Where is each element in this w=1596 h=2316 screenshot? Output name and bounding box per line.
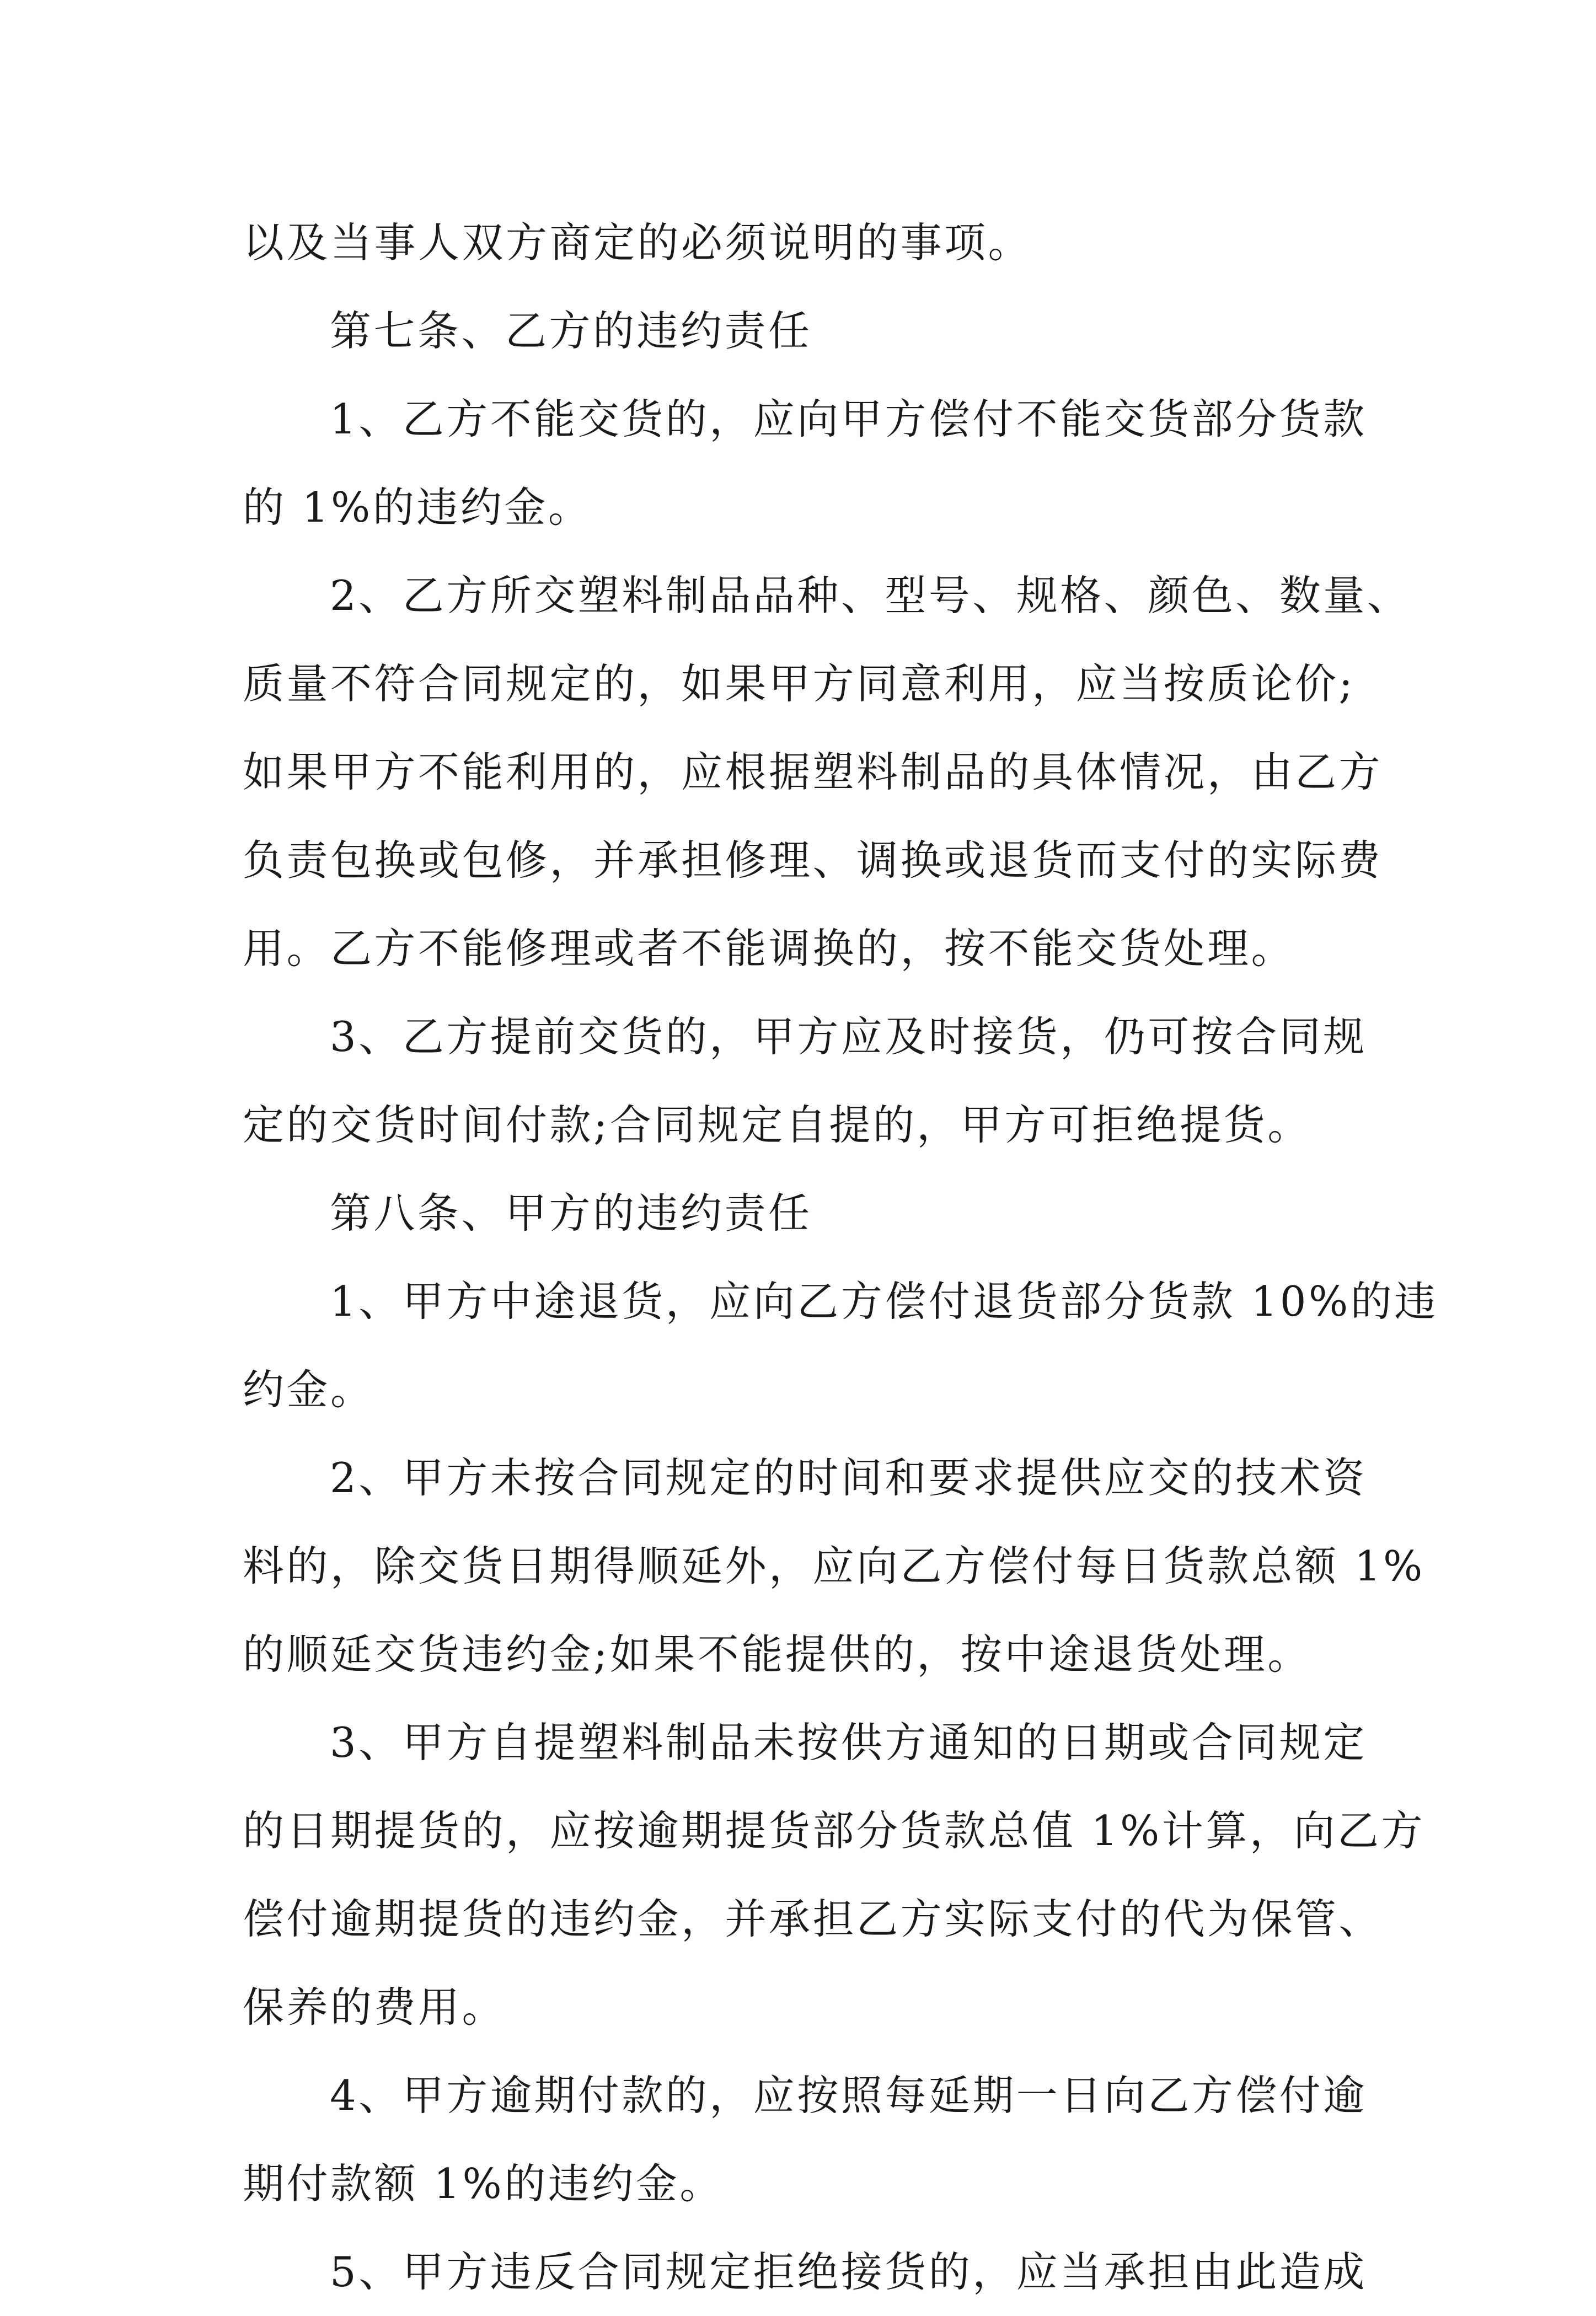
- text-line: 约金。: [243, 1365, 374, 1414]
- text-line: 用。乙方不能修理或者不能调换的，按不能交货处理。: [243, 924, 1295, 973]
- text-line: 的日期提货的，应按逾期提货部分货款总值 1%计算，向乙方: [243, 1806, 1425, 1855]
- text-line: 定的交货时间付款;合同规定自提的，甲方可拒绝提货。: [243, 1101, 1311, 1149]
- text-line: 5、甲方违反合同规定拒绝接货的，应当承担由此造成: [330, 2248, 1367, 2296]
- text-line: 负责包换或包修，并承担修理、调换或退货而支付的实际费: [243, 836, 1383, 884]
- section-heading: 第八条、甲方的违约责任: [330, 1189, 812, 1237]
- text-line: 如果甲方不能利用的，应根据塑料制品的具体情况，由乙方: [243, 748, 1383, 796]
- text-line: 1、甲方中途退货，应向乙方偿付退货部分货款 10%的违: [330, 1277, 1438, 1326]
- text-line: 期付款额 1%的违约金。: [243, 2159, 724, 2208]
- text-line: 3、甲方自提塑料制品未按供方通知的日期或合同规定: [330, 1718, 1367, 1767]
- text-line: 1、乙方不能交货的，应向甲方偿付不能交货部分货款: [330, 395, 1367, 443]
- text-line: 2、甲方未按合同规定的时间和要求提供应交的技术资: [330, 1454, 1367, 1502]
- document-page: [243, 199, 1438, 2316]
- text-line: 2、乙方所交塑料制品品种、型号、规格、颜色、数量、: [330, 571, 1411, 620]
- text-line: 的 1%的违约金。: [243, 483, 592, 532]
- text-line: 保养的费用。: [243, 1983, 506, 2031]
- text-line: 偿付逾期提货的违约金，并承担乙方实际支付的代为保管、: [243, 1895, 1383, 1943]
- text-line: 以及当事人双方商定的必须说明的事项。: [243, 218, 1032, 267]
- section-heading: 第七条、乙方的违约责任: [330, 307, 812, 355]
- text-line: 3、乙方提前交货的，甲方应及时接货，仍可按合同规: [330, 1012, 1367, 1061]
- text-line: 4、甲方逾期付款的，应按照每延期一日向乙方偿付逾: [330, 2071, 1367, 2120]
- text-line: 质量不符合同规定的，如果甲方同意利用，应当按质论价;: [243, 660, 1356, 708]
- text-line: 的顺延交货违约金;如果不能提供的，按中途退货处理。: [243, 1630, 1311, 1679]
- text-line: 料的，除交货日期得顺延外，应向乙方偿付每日货款总额 1%: [243, 1542, 1425, 1590]
